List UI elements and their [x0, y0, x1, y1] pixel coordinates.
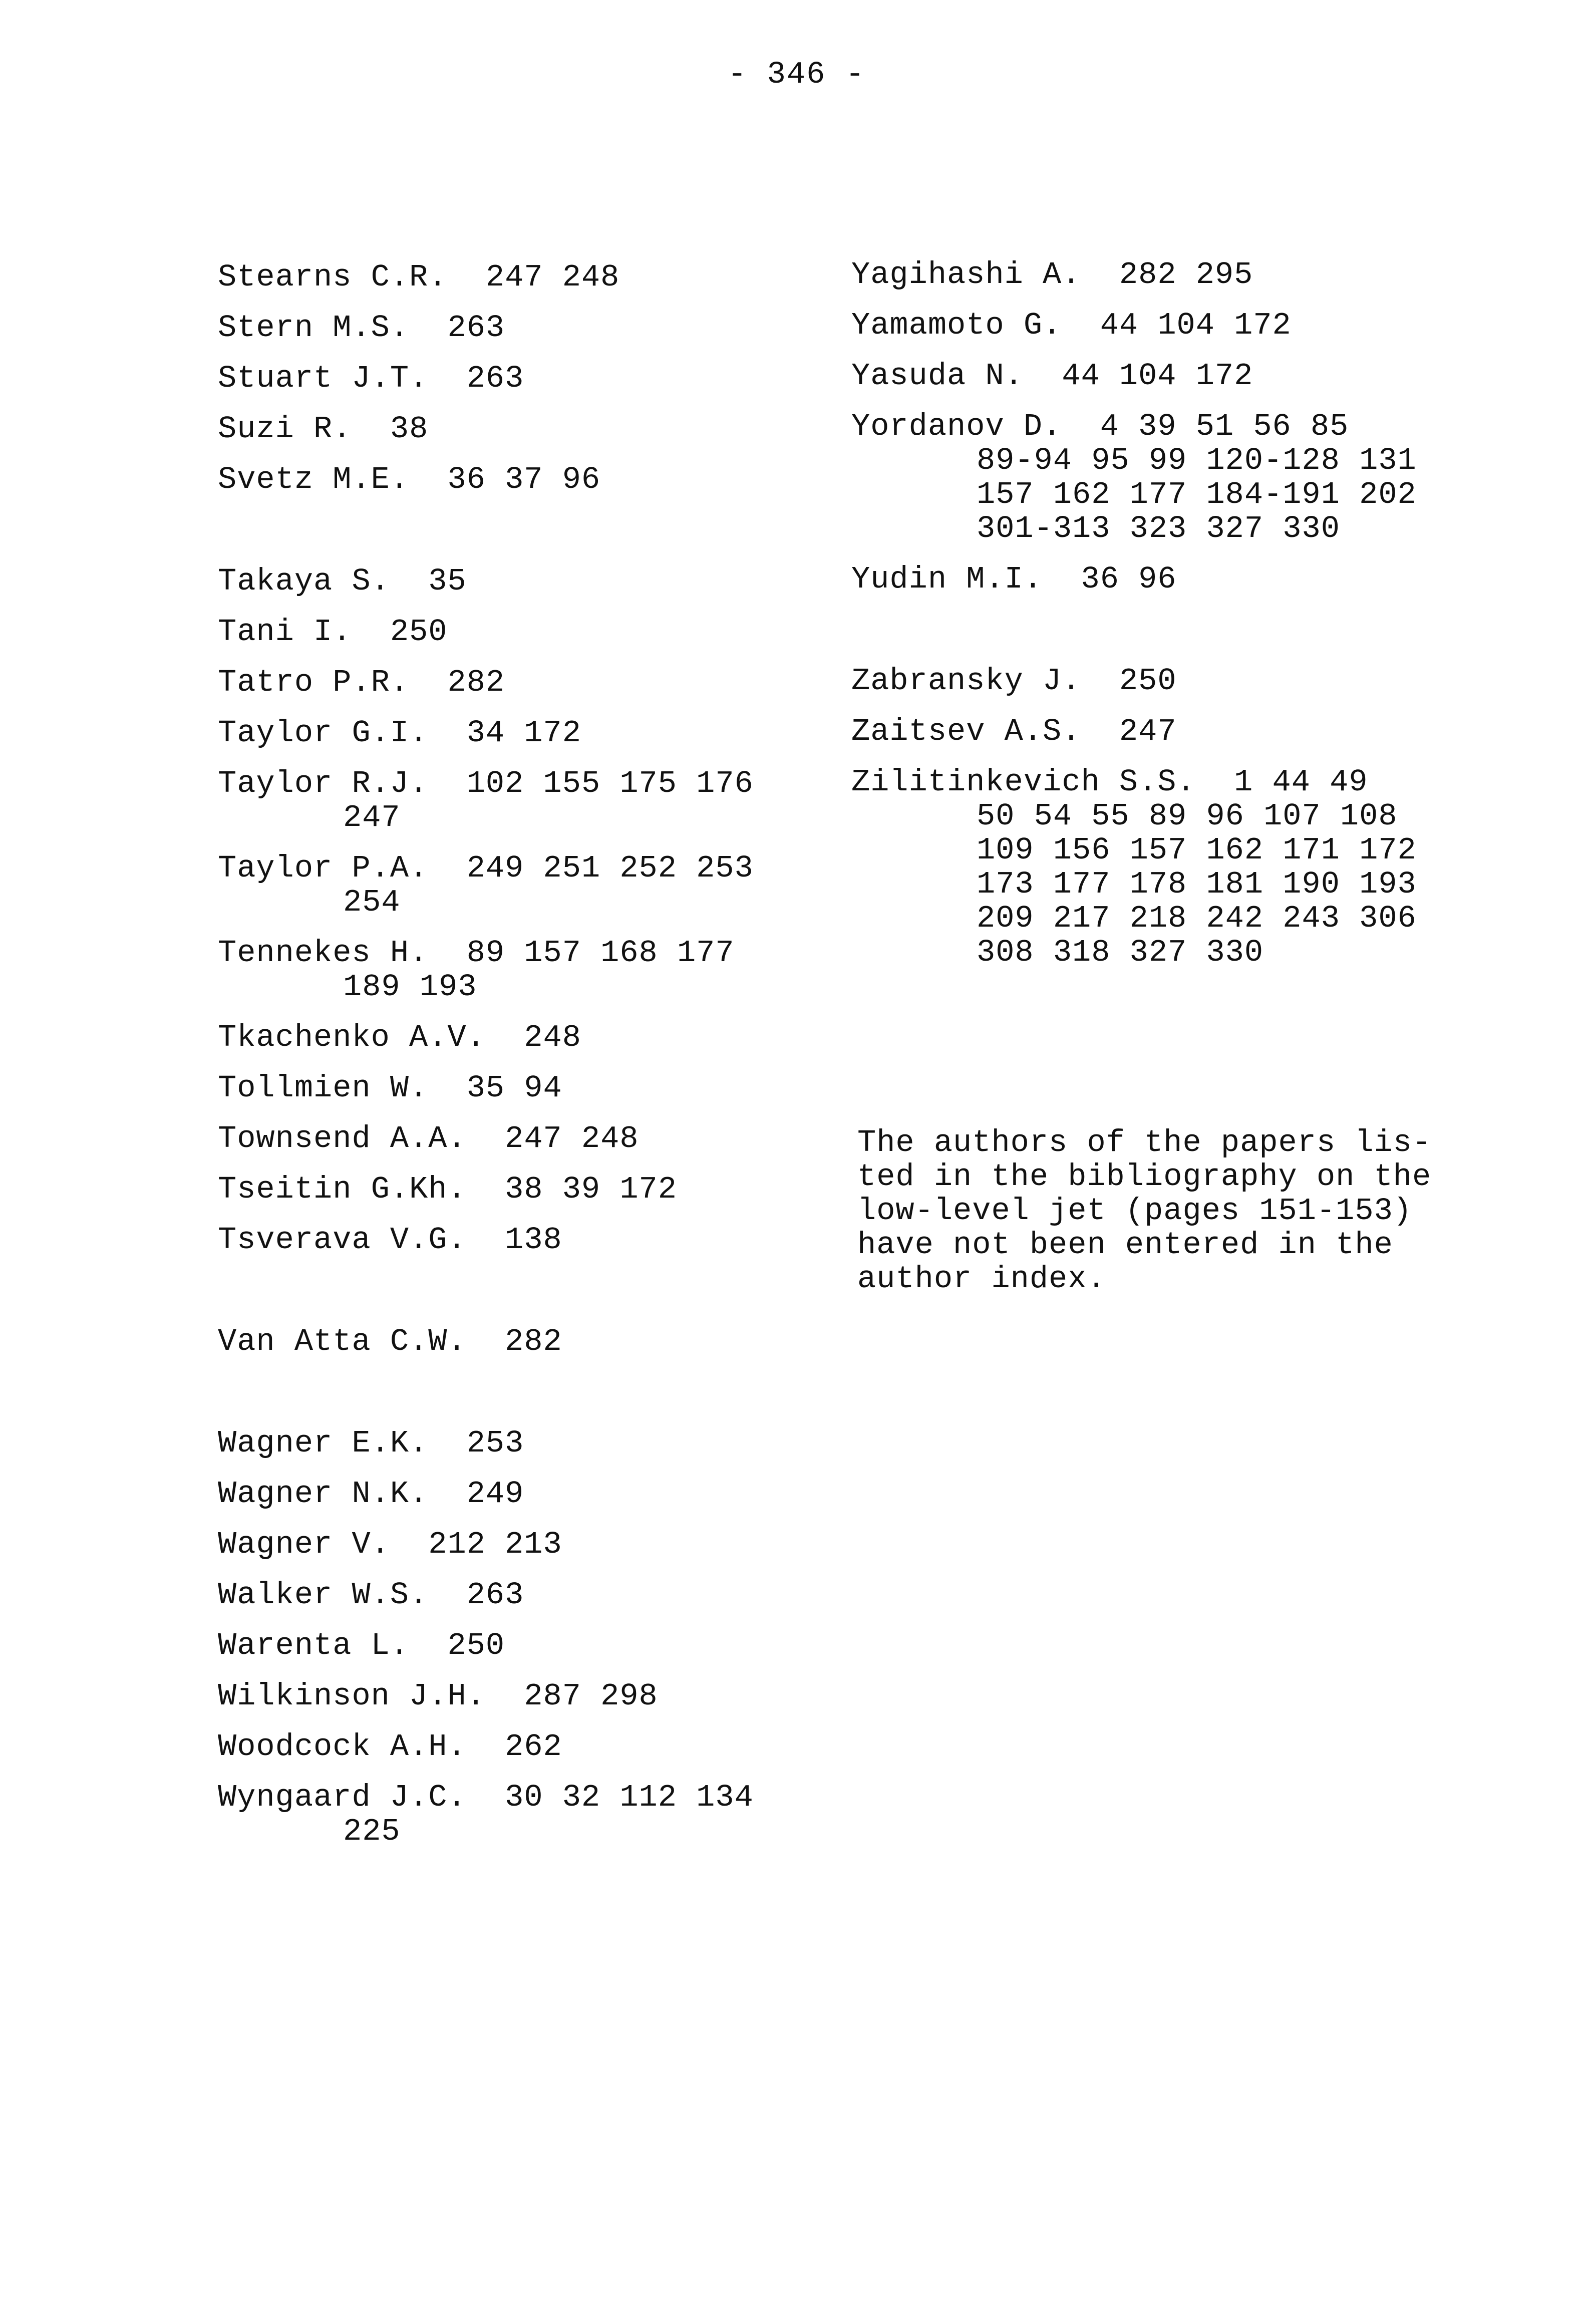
page-references: 247 248	[505, 1121, 639, 1156]
index-entry	[218, 564, 834, 599]
index-entry-first-line	[218, 260, 834, 295]
page-references: 287 298	[524, 1678, 658, 1714]
letter-section-gap	[218, 1375, 834, 1426]
author-name: Taylor P.A.	[218, 850, 429, 886]
page-references: 38	[390, 411, 429, 447]
index-entry	[218, 1730, 834, 1764]
page-references-continued: 247	[343, 800, 401, 835]
page-references: 138	[505, 1222, 562, 1258]
index-entry	[218, 716, 834, 750]
index-entry-first-line	[218, 1528, 834, 1562]
index-entry	[218, 1173, 834, 1207]
author-index-right-column	[851, 258, 1517, 986]
index-entry	[218, 1679, 834, 1713]
index-entry	[218, 362, 834, 396]
index-entry-first-line	[218, 1325, 834, 1359]
author-name: Yasuda N.	[851, 358, 1024, 394]
index-entry	[851, 562, 1517, 597]
index-entry-first-line	[218, 1679, 834, 1713]
page-references: 250	[390, 614, 448, 650]
letter-section-gap	[218, 1274, 834, 1325]
index-entry-first-line	[218, 1578, 834, 1612]
footnote-line: author index.	[857, 1261, 1106, 1297]
footnote-line: have not been entered in the	[857, 1227, 1393, 1263]
footnote-line: low-level jet (pages 151-153)	[857, 1193, 1412, 1229]
page-references: 263	[466, 361, 524, 396]
author-name: Van Atta C.W.	[218, 1324, 467, 1359]
index-entry-first-line	[218, 311, 834, 345]
index-entry-first-line	[218, 1426, 834, 1461]
index-entry	[218, 1122, 834, 1156]
index-entry	[218, 1325, 834, 1359]
index-entry	[218, 1477, 834, 1511]
index-entry	[851, 765, 1517, 970]
author-name: Zilitinkevich S.S.	[851, 764, 1196, 800]
page-references: 38 39 172	[505, 1172, 677, 1207]
index-entry	[851, 715, 1517, 749]
page-references: 212 213	[428, 1527, 562, 1562]
index-entry-first-line	[851, 410, 1517, 444]
page-references: 1 44 49	[1234, 764, 1368, 800]
author-name: Yamamoto G.	[851, 308, 1062, 343]
index-entry-first-line	[218, 1071, 834, 1105]
index-entry-first-line	[218, 851, 834, 886]
index-entry	[218, 936, 834, 1004]
index-entry	[218, 1071, 834, 1105]
index-entry	[218, 463, 834, 497]
index-entry-first-line	[218, 1477, 834, 1511]
author-name: Tseitin G.Kh.	[218, 1172, 467, 1207]
index-entry-first-line	[218, 1021, 834, 1055]
index-entry-first-line	[851, 359, 1517, 393]
index-entry	[851, 410, 1517, 546]
page-references: 282	[447, 665, 505, 700]
index-entry	[218, 412, 834, 446]
index-entry-first-line	[218, 936, 834, 970]
index-entry	[218, 851, 834, 920]
page-references-continued: 189 193	[343, 969, 477, 1005]
page-number: - 346 -	[728, 57, 865, 92]
page-references-continued: 209 217 218 242 243 306	[977, 901, 1417, 936]
index-entry-first-line	[851, 664, 1517, 698]
page-references: 44 104 172	[1100, 308, 1292, 343]
author-name: Tani I.	[218, 614, 352, 650]
index-entry-first-line	[851, 258, 1517, 292]
index-entry	[218, 1021, 834, 1055]
index-entry-first-line	[218, 1629, 834, 1663]
page-references: 263	[466, 1577, 524, 1613]
page-references: 102 155 175 176	[466, 766, 754, 801]
page-references: 247	[1119, 714, 1177, 749]
index-entry-first-line	[218, 412, 834, 446]
index-entry-first-line	[851, 562, 1517, 597]
index-entry-first-line	[218, 1122, 834, 1156]
page-references: 44 104 172	[1062, 358, 1253, 394]
index-entry-first-line	[218, 1781, 834, 1815]
author-name: Takaya S.	[218, 563, 390, 599]
page-references-continued: 157 162 177 184-191 202	[977, 477, 1417, 512]
index-entry-first-line	[218, 1730, 834, 1764]
page-references: 282	[505, 1324, 562, 1359]
author-name: Wagner N.K.	[218, 1476, 429, 1512]
page-references: 250	[1119, 663, 1177, 699]
index-entry-first-line	[218, 1223, 834, 1257]
index-entry	[218, 1223, 834, 1257]
page-references-continued: 173 177 178 181 190 193	[977, 866, 1417, 902]
index-entry	[218, 1629, 834, 1663]
page-references: 35	[428, 563, 467, 599]
page-references: 282 295	[1119, 257, 1253, 293]
index-entry	[851, 664, 1517, 698]
letter-section-gap	[218, 513, 834, 564]
page-references: 34 172	[466, 715, 581, 751]
page-references: 250	[447, 1628, 505, 1663]
page-references-continued: 301-313 323 327 330	[977, 511, 1340, 546]
page-references: 262	[505, 1729, 562, 1765]
index-entry-first-line	[218, 767, 834, 801]
index-entry-first-line	[218, 1173, 834, 1207]
index-entry	[218, 260, 834, 295]
index-entry	[218, 1781, 834, 1849]
page-references-continued: 50 54 55 89 96 107 108	[977, 798, 1398, 834]
letter-section-gap	[851, 613, 1517, 664]
page-references: 249 251 252 253	[466, 850, 754, 886]
page-references: 248	[524, 1020, 581, 1055]
index-entry	[851, 309, 1517, 343]
page-references-continued: 254	[343, 885, 401, 920]
footnote-line: The authors of the papers lis-	[857, 1125, 1432, 1160]
author-name: Woodcock A.H.	[218, 1729, 467, 1765]
index-entry-first-line	[218, 463, 834, 497]
author-name: Tkachenko A.V.	[218, 1020, 486, 1055]
index-entry	[218, 311, 834, 345]
index-entry	[218, 1578, 834, 1612]
author-name: Tatro P.R.	[218, 665, 410, 700]
page-references-continued: 225	[343, 1814, 401, 1849]
author-name: Tollmien W.	[218, 1070, 429, 1106]
author-name: Walker W.S.	[218, 1577, 429, 1613]
page-references-continued: 89-94 95 99 120-128 131	[977, 443, 1417, 478]
author-name: Tennekes H.	[218, 935, 429, 971]
author-name: Zaitsev A.S.	[851, 714, 1081, 749]
page-references: 36 96	[1081, 561, 1177, 597]
index-entry-first-line	[851, 715, 1517, 749]
index-entry	[218, 666, 834, 700]
index-entry-first-line	[218, 564, 834, 599]
author-name: Stuart J.T.	[218, 361, 429, 396]
author-name: Townsend A.A.	[218, 1121, 467, 1156]
author-name: Yudin M.I.	[851, 561, 1043, 597]
index-entry	[218, 1426, 834, 1461]
author-name: Wyngaard J.C.	[218, 1780, 467, 1815]
page-references: 36 37 96	[447, 462, 601, 497]
page-references: 35 94	[466, 1070, 562, 1106]
index-entry-first-line	[851, 765, 1517, 799]
author-name: Wagner V.	[218, 1527, 390, 1562]
page-references: 89 157 168 177	[466, 935, 735, 971]
author-name: Yordanov D.	[851, 409, 1062, 444]
author-name: Stearns C.R.	[218, 259, 448, 295]
author-name: Taylor G.I.	[218, 715, 429, 751]
index-entry	[851, 359, 1517, 393]
index-entry	[218, 615, 834, 649]
author-index-left-column	[218, 260, 834, 1865]
index-entry	[218, 1528, 834, 1562]
author-name: Zabransky J.	[851, 663, 1081, 699]
page-references: 247 248	[485, 259, 620, 295]
author-name: Suzi R.	[218, 411, 352, 447]
index-entry-first-line	[218, 716, 834, 750]
index-entry-first-line	[851, 309, 1517, 343]
index-entry	[851, 258, 1517, 292]
page-references-continued: 109 156 157 162 171 172	[977, 832, 1417, 868]
footnote-line: ted in the bibliography on the	[857, 1159, 1432, 1195]
page-references: 30 32 112 134	[505, 1780, 754, 1815]
page-references: 249	[466, 1476, 524, 1512]
page-references-continued: 308 318 327 330	[977, 935, 1264, 970]
page-references: 253	[466, 1425, 524, 1461]
index-entry-first-line	[218, 362, 834, 396]
author-name: Svetz M.E.	[218, 462, 410, 497]
page-references: 4 39 51 56 85	[1100, 409, 1349, 444]
author-name: Taylor R.J.	[218, 766, 429, 801]
index-entry	[218, 767, 834, 835]
index-entry-first-line	[218, 615, 834, 649]
page-references: 263	[447, 310, 505, 346]
author-name: Wagner E.K.	[218, 1425, 429, 1461]
author-name: Wilkinson J.H.	[218, 1678, 486, 1714]
index-footnote	[857, 1126, 1508, 1296]
author-name: Tsverava V.G.	[218, 1222, 467, 1258]
author-name: Warenta L.	[218, 1628, 410, 1663]
index-entry-first-line	[218, 666, 834, 700]
author-name: Stern M.S.	[218, 310, 410, 346]
author-name: Yagihashi A.	[851, 257, 1081, 293]
